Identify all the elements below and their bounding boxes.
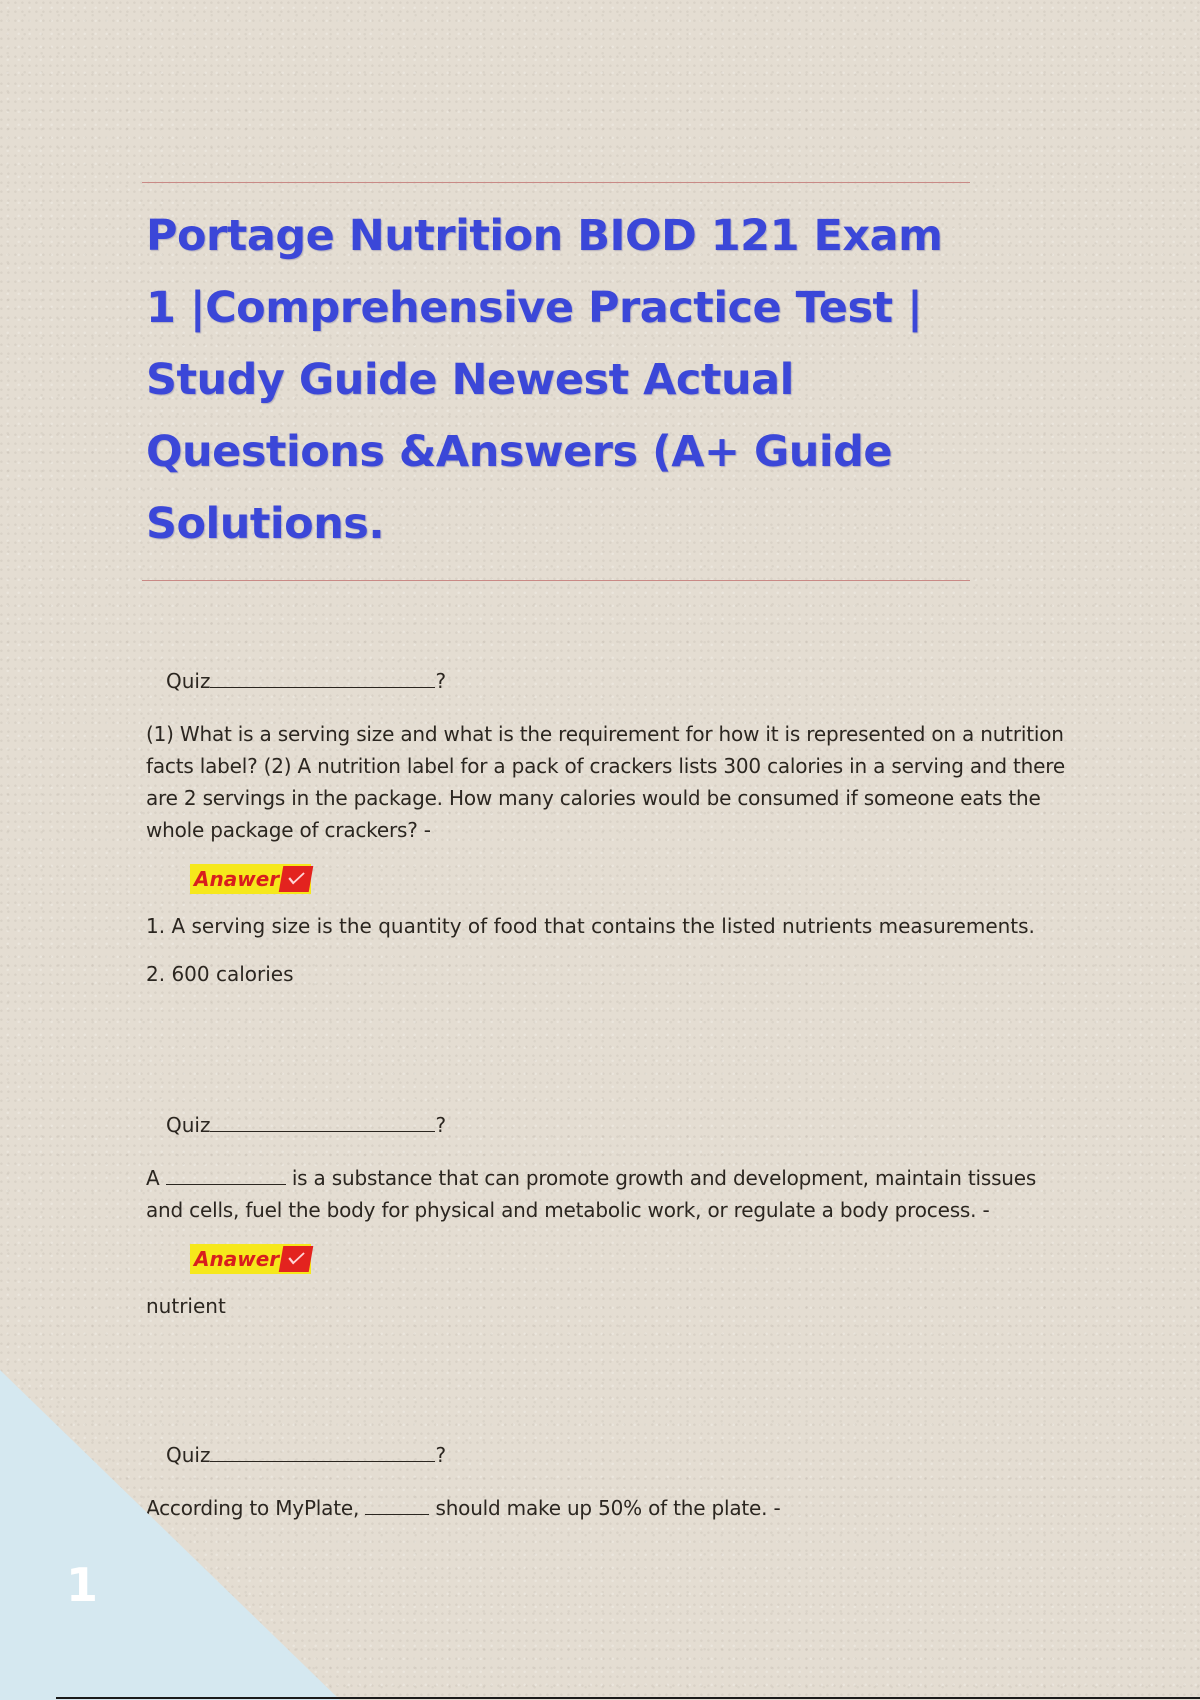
fill-in-blank xyxy=(166,1168,286,1185)
question-text xyxy=(146,1162,1066,1226)
question-text-end: is a substance that can promote growth and development, maintain tissues and cells, fuel the body for physical and metabolic work, or regulate a body process. - xyxy=(146,1166,1037,1222)
answer-line: 2. 600 calories xyxy=(146,962,294,986)
document-title: Portage Nutrition BIOD 121 Exam 1 |Comprehensive Practice Test | Study Guide Newest Actual Questions &Answers (A+ Guide Solutions. xyxy=(146,211,943,549)
fill-in-blank xyxy=(365,1498,429,1515)
quiz-heading xyxy=(166,1110,1066,1140)
answer-line: 1. A serving size is the quantity of food that contains the listed nutrients measurements. xyxy=(146,914,1035,938)
quiz-blank xyxy=(210,669,435,688)
quiz-suffix: ? xyxy=(435,1113,447,1137)
checkmark-icon xyxy=(279,866,314,892)
question-text-start: A xyxy=(146,1166,160,1190)
answer-text xyxy=(146,910,1066,990)
question-block-2 xyxy=(146,1110,1066,1338)
answer-line: nutrient xyxy=(146,1294,226,1318)
quiz-heading xyxy=(166,666,1066,696)
quiz-label: Quiz xyxy=(166,1443,211,1467)
question-text: (1) What is a serving size and what is the requirement for how it is represented on a nutrition facts label? (2) A nutrition label for a pack of crackers lists 300 calories in a serving and there are 2 servings in the package. How many calories would be consumed if someone eats the whole package of crackers? - xyxy=(146,722,1065,842)
quiz-label: Quiz xyxy=(166,669,211,693)
corner-decoration xyxy=(0,1370,340,1700)
question-block-1 xyxy=(146,666,1066,1006)
checkmark-icon xyxy=(279,1246,314,1272)
quiz-blank xyxy=(210,1113,435,1132)
title-top-divider xyxy=(142,182,970,183)
question-text-start: According to MyPlate, xyxy=(146,1496,360,1520)
answer-badge xyxy=(190,1244,311,1274)
answer-badge xyxy=(190,864,311,894)
page-number: 1 xyxy=(66,1558,99,1612)
answer-text xyxy=(146,1290,1066,1322)
quiz-label: Quiz xyxy=(166,1113,211,1137)
quiz-suffix: ? xyxy=(435,669,447,693)
footer-divider xyxy=(56,1697,1200,1699)
answer-label: Anawer xyxy=(194,867,280,891)
quiz-suffix: ? xyxy=(435,1443,447,1467)
question-text-end: should make up 50% of the plate. - xyxy=(435,1496,781,1520)
title-bottom-divider xyxy=(142,580,970,581)
answer-label: Anawer xyxy=(194,1247,280,1271)
